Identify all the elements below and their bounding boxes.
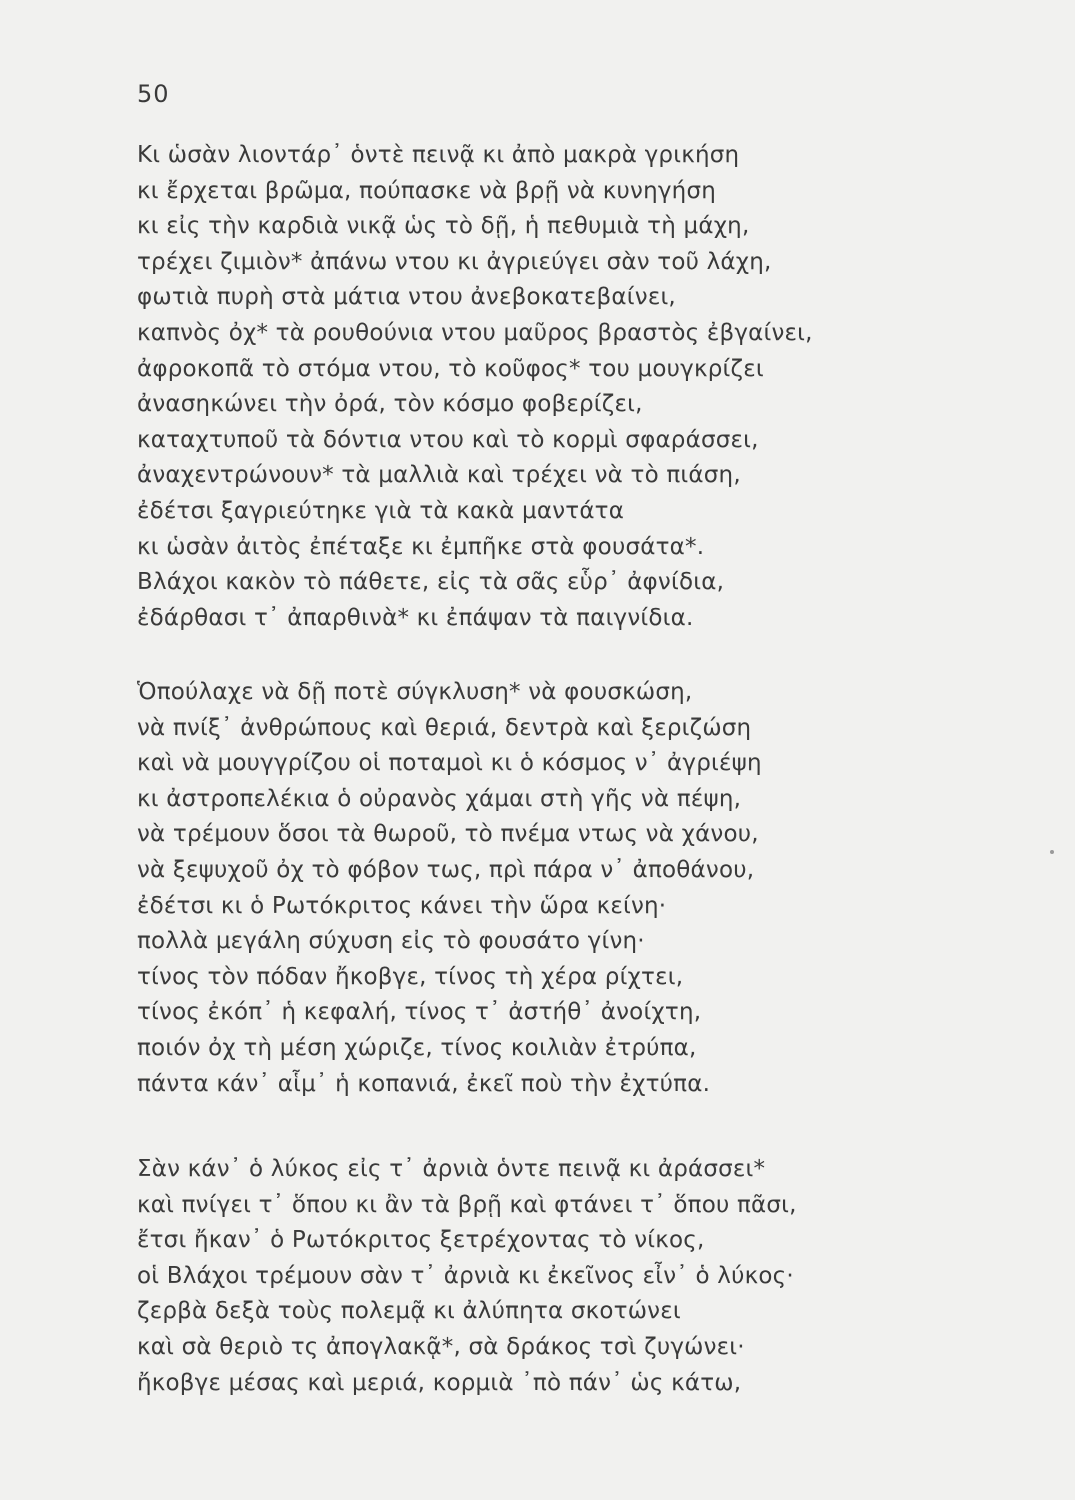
verse-line: τρέχει ζιμιὸν* ἀπάνω ντου κι ἀγριεύγει σὰν τοῦ λάχη, bbox=[137, 248, 772, 275]
verse-line: κι ὡσὰν ἀιτὸς ἐπέταξε κι ἐμπῆκε στὰ φουσάτα*. bbox=[137, 533, 705, 560]
verse-line: καὶ νὰ μουγγρίζου οἱ ποταμοὶ κι ὁ κόσμος ν᾽ ἀγριέψη bbox=[137, 750, 762, 777]
verse-line: Σὰν κάν᾽ ὁ λύκος εἰς τ᾽ ἀρνιὰ ὁντε πεινᾷ κι ἀράσσει* bbox=[137, 1156, 766, 1182]
verse-line: καταχτυποῦ τὰ δόντια ντου καὶ τὸ κορμὶ σφαράσσει, bbox=[137, 426, 759, 453]
verse-line: ἀνασηκώνει τὴν ὀρά, τὸν κόσμο φοβερίζει, bbox=[137, 391, 643, 418]
verse-line: νὰ τρέμουν ὅσοι τὰ θωροῦ, τὸ πνέμα ντως νὰ χάνου, bbox=[137, 821, 759, 848]
verse-line: Κι ὡσὰν λιοντάρ᾽ ὁντὲ πεινᾷ κι ἀπὸ μακρὰ γρικήση bbox=[137, 142, 740, 168]
stanza-1 bbox=[137, 138, 937, 636]
verse-line: ἐδέτσι ξαγριεύτηκε γιὰ τὰ κακὰ μαντάτα bbox=[137, 497, 625, 524]
verse-line: Βλάχοι κακὸν τὸ πάθετε, εἰς τὰ σᾶς εὗρ᾽ ἀφνίδια, bbox=[137, 569, 725, 596]
verse-line: ποιόν ὀχ τὴ μέση χώριζε, τίνος κοιλιὰν ἐτρύπα, bbox=[137, 1034, 697, 1061]
verse-line: κι ἀστροπελέκια ὁ οὐρανὸς χάμαι στὴ γῆς νὰ πέψη, bbox=[137, 785, 742, 812]
verse-line: φωτιὰ πυρὴ στὰ μάτια ντου ἀνεβοκατεβαίνει, bbox=[137, 284, 676, 311]
verse-line: πάντα κάν᾽ αἷμ᾽ ἡ κοπανιά, ἐκεῖ ποὺ τὴν ἐχτύπα. bbox=[137, 1070, 711, 1097]
verse-line: καπνὸς ὀχ* τὰ ρουθούνια ντου μαῦρος βραστὸς ἐβγαίνει, bbox=[137, 319, 813, 346]
verse-line: Ὁπούλαχε νὰ δῇ ποτὲ σύγκλυση* νὰ φουσκώση, bbox=[137, 679, 693, 705]
verse-line: πολλὰ μεγάλη σύχυση εἰς τὸ φουσάτο γίνη· bbox=[137, 928, 645, 955]
stanza-3 bbox=[137, 1152, 937, 1401]
verse-line: ἐδάρθασι τ᾽ ἀπαρθινὰ* κι ἐπάψαν τὰ παιγνίδια. bbox=[137, 604, 694, 631]
paper-speck bbox=[1050, 850, 1054, 854]
verse-line: ἀναχεντρώνουν* τὰ μαλλιὰ καὶ τρέχει νὰ τὸ πιάση, bbox=[137, 462, 741, 489]
verse-line: νὰ πνίξ᾽ ἀνθρώπους καὶ θεριά, δεντρὰ καὶ ξεριζώση bbox=[137, 714, 752, 741]
verse-line: ζερβὰ δεξὰ τοὺς πολεμᾷ κι ἀλύπητα σκοτώνει bbox=[137, 1298, 681, 1325]
verse-line: τίνος ἐκόπ᾽ ἡ κεφαλή, τίνος τ᾽ ἀστήθ᾽ ἀνοίχτη, bbox=[137, 999, 702, 1026]
stanza-2 bbox=[137, 675, 937, 1102]
verse-line: κι εἰς τὴν καρδιὰ νικᾷ ὡς τὸ δῇ, ἡ πεθυμιὰ τὴ μάχη, bbox=[137, 213, 750, 240]
verse-line: οἱ Βλάχοι τρέμουν σὰν τ᾽ ἀρνιὰ κι ἐκεῖνος εἶν᾽ ὁ λύκος· bbox=[137, 1262, 794, 1289]
verse-line: ἔτσι ἤκαν᾽ ὁ Ρωτόκριτος ξετρέχοντας τὸ νίκος, bbox=[137, 1227, 705, 1254]
verse-line: κι ἔρχεται βρῶμα, πούπασκε νὰ βρῇ νὰ κυνηγήση bbox=[137, 177, 717, 204]
verse-line: νὰ ξεψυχοῦ ὀχ τὸ φόβον τως, πρὶ πάρα ν᾽ ἀποθάνου, bbox=[137, 856, 755, 883]
verse-line: ἀφροκοπᾶ τὸ στόμα ντου, τὸ κοῦφος* του μουγκρίζει bbox=[137, 355, 764, 382]
page-number: 50 bbox=[137, 80, 170, 108]
verse-line: ἤκοβγε μέσας καὶ μεριά, κορμιὰ ᾽πὸ πάν᾽ ὡς κάτω, bbox=[137, 1369, 742, 1396]
verse-line: τίνος τὸν πόδαν ἤκοβγε, τίνος τὴ χέρα ρίχτει, bbox=[137, 963, 684, 990]
verse-line: καὶ πνίγει τ᾽ ὅπου κι ἂν τὰ βρῇ καὶ φτάνει τ᾽ ὅπου πᾶσι, bbox=[137, 1191, 797, 1218]
verse-line: ἐδέτσι κι ὁ Ρωτόκριτος κάνει τὴν ὥρα κείνη· bbox=[137, 892, 667, 919]
verse-line: καὶ σὰ θεριὸ τς ἀπογλακᾷ*, σὰ δράκος τσὶ ζυγώνει· bbox=[137, 1333, 745, 1360]
